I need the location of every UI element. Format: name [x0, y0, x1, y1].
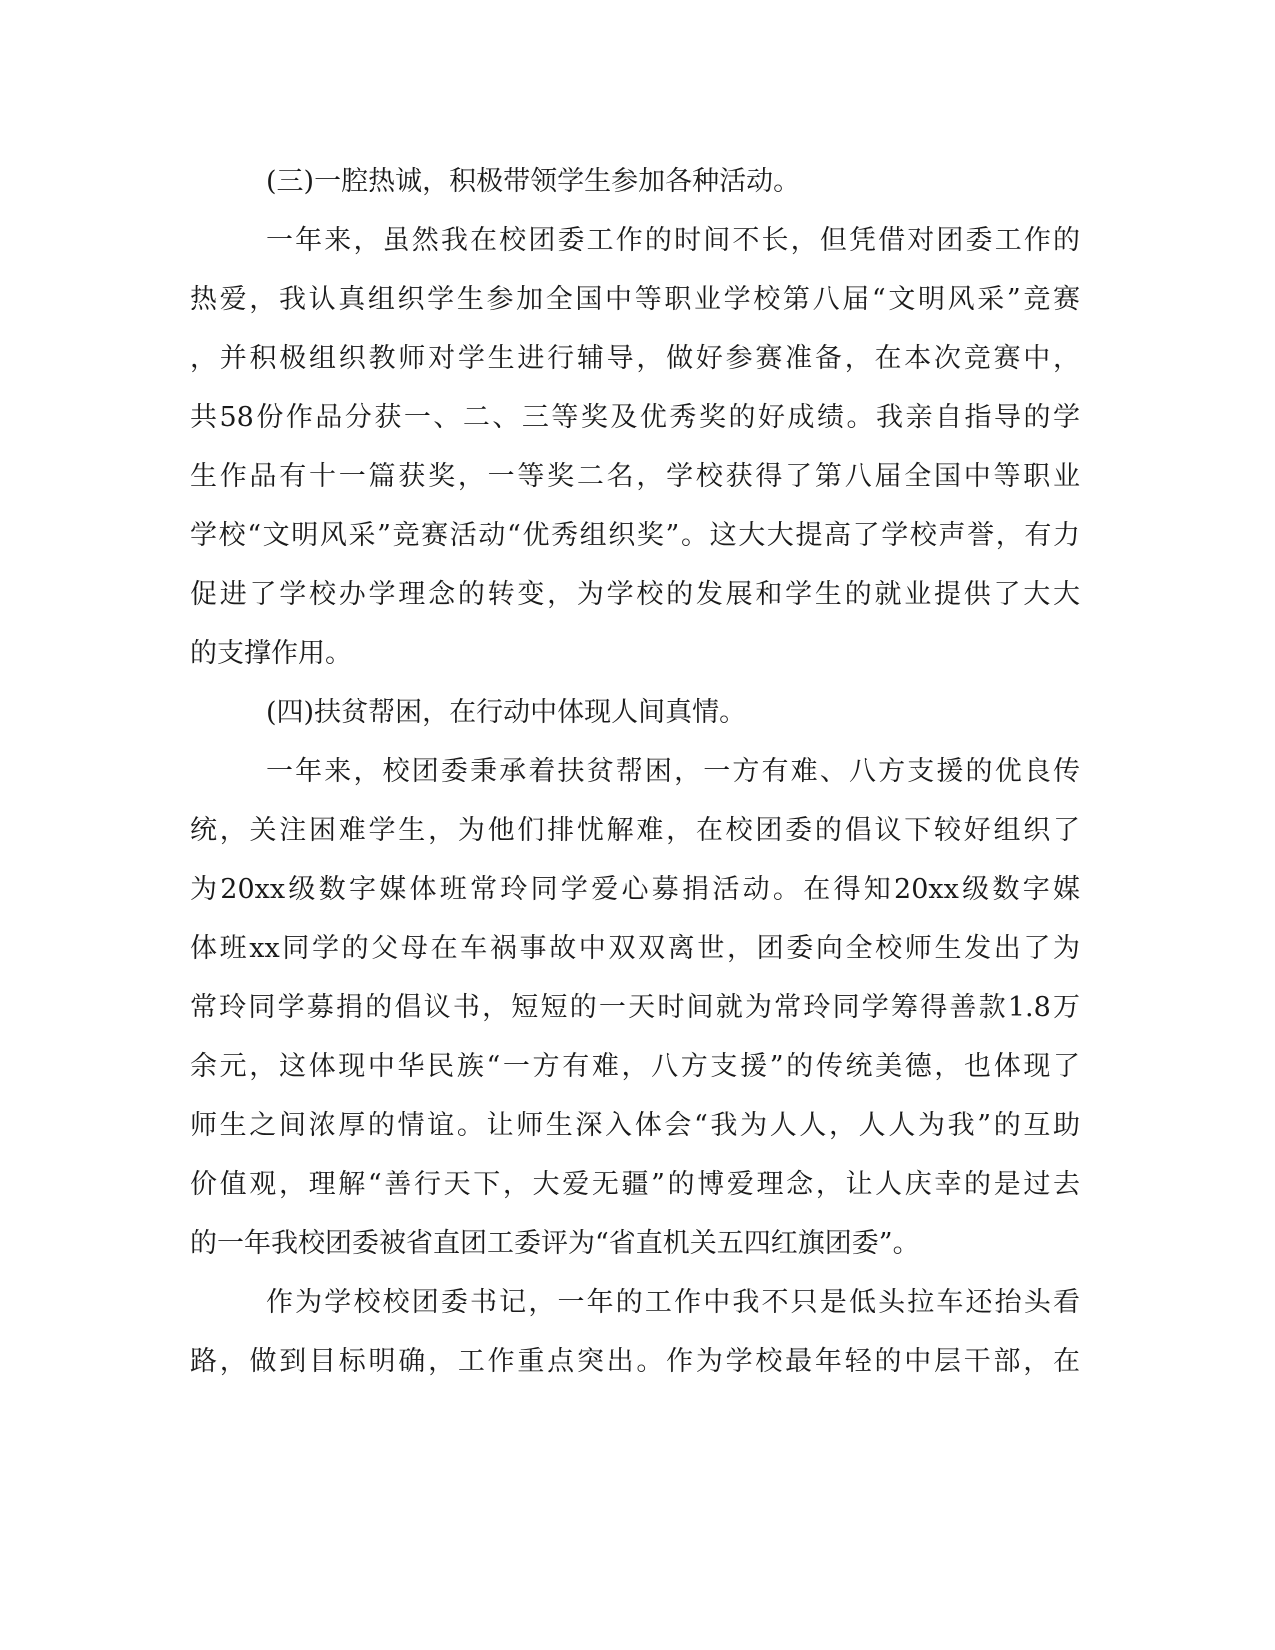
paragraph-line: 统，关注困难学生，为他们排忧解难，在校团委的倡议下较好组织了 — [190, 815, 1080, 846]
paragraph-line: 一年来，校团委秉承着扶贫帮困，一方有难、八方支援的优良传 — [266, 756, 1080, 787]
paragraph-line: 的一年我校团委被省直团工委评为“省直机关五四红旗团委”。 — [190, 1228, 920, 1259]
paragraph-line: ，并积极组织教师对学生进行辅导，做好参赛准备，在本次竞赛中， — [190, 343, 1080, 374]
paragraph-line: 热爱，我认真组织学生参加全国中等职业学校第八届“文明风采”竞赛 — [190, 284, 1080, 315]
paragraph-line: 价值观，理解“善行天下，大爱无疆”的博爱理念，让人庆幸的是过去 — [190, 1169, 1080, 1200]
paragraph-line: 共58份作品分获一、二、三等奖及优秀奖的好成绩。我亲自指导的学 — [190, 402, 1080, 433]
paragraph-line: 余元，这体现中华民族“一方有难，八方支援”的传统美德，也体现了 — [190, 1051, 1080, 1082]
paragraph-line: 路，做到目标明确，工作重点突出。作为学校最年轻的中层干部，在 — [190, 1346, 1080, 1377]
paragraph-line: 学校“文明风采”竞赛活动“优秀组织奖”。这大大提高了学校声誉，有力 — [190, 520, 1080, 551]
paragraph-line: 为20xx级数字媒体班常玲同学爱心募捐活动。在得知20xx级数字媒 — [190, 874, 1080, 905]
paragraph-line: 常玲同学募捐的倡议书，短短的一天时间就为常玲同学筹得善款1.8万 — [190, 992, 1080, 1023]
paragraph-line: 作为学校校团委书记，一年的工作中我不只是低头拉车还抬头看 — [266, 1287, 1080, 1318]
paragraph-line: 师生之间浓厚的情谊。让师生深入体会“我为人人，人人为我”的互助 — [190, 1110, 1080, 1141]
paragraph-line: 一年来，虽然我在校团委工作的时间不长，但凭借对团委工作的 — [266, 225, 1080, 256]
paragraph-line: 生作品有十一篇获奖，一等奖二名，学校获得了第八届全国中等职业 — [190, 461, 1080, 492]
paragraph-line: 体班xx同学的父母在车祸事故中双双离世，团委向全校师生发出了为 — [190, 933, 1080, 964]
paragraph-line: 的支撑作用。 — [190, 638, 352, 669]
section-heading-4: (四)扶贫帮困，在行动中体现人间真情。 — [266, 697, 747, 728]
paragraph-line: 促进了学校办学理念的转变，为学校的发展和学生的就业提供了大大 — [190, 579, 1080, 610]
section-heading-3: (三)一腔热诚，积极带领学生参加各种活动。 — [266, 166, 801, 197]
